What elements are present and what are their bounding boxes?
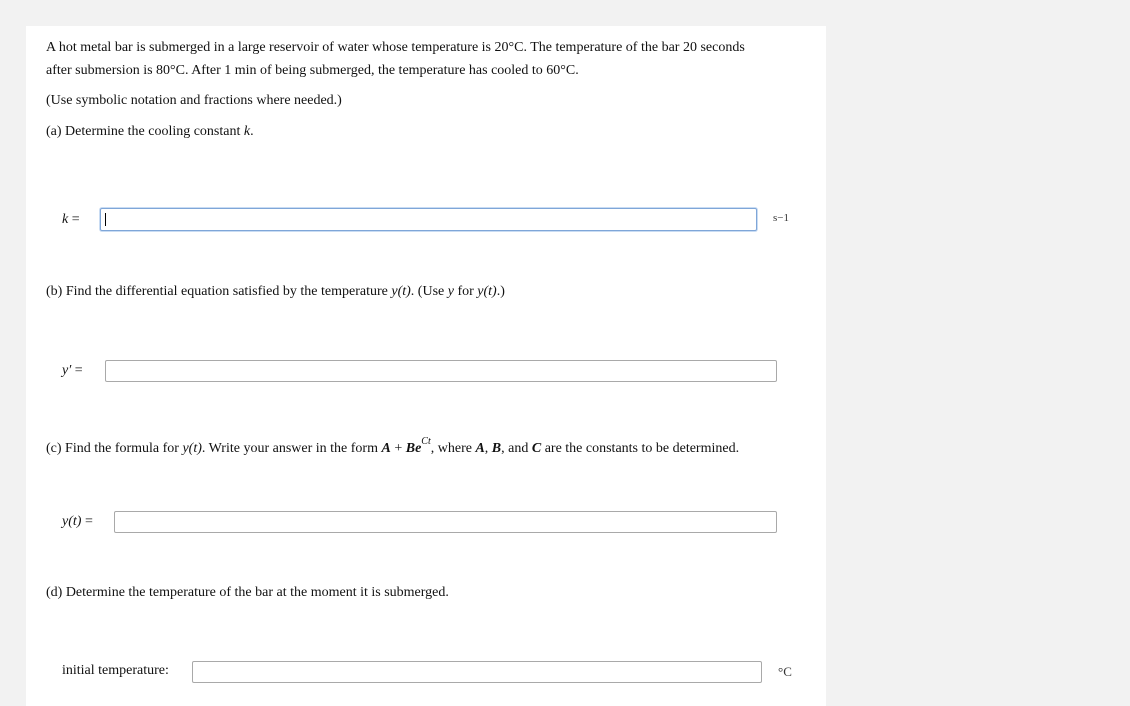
- derivative-answer-input[interactable]: [105, 360, 777, 382]
- part-a-label: k =: [62, 212, 80, 227]
- part-a-prompt: (a) Determine the cooling constant k.: [46, 124, 254, 139]
- question-card: [26, 26, 826, 706]
- initial-temperature-input[interactable]: [192, 661, 762, 683]
- formula-answer-input[interactable]: [114, 511, 777, 533]
- part-d-label: initial temperature:: [62, 663, 169, 678]
- text-caret: [105, 213, 106, 226]
- part-b-label: y′ =: [62, 363, 83, 378]
- notation-note: (Use symbolic notation and fractions where needed.): [46, 93, 342, 108]
- k-answer-input[interactable]: [100, 208, 757, 231]
- part-b-prompt: (b) Find the differential equation satisfied by the temperature y(t). (Use y for y(t).): [46, 284, 505, 299]
- part-c-label: y(t) =: [62, 514, 93, 529]
- intro-line-1: A hot metal bar is submerged in a large reservoir of water whose temperature is 20°C. The temperature of the bar 20 seconds: [46, 40, 745, 55]
- part-c-prompt: (c) Find the formula for y(t). Write your answer in the form $A + Be^{Ct}$, where A, B, and C are the constants to be determined.: [46, 436, 740, 456]
- intro-line-2: after submersion is 80°C. After 1 min of being submerged, the temperature has cooled to 60°C.: [46, 63, 579, 78]
- part-d-prompt: (d) Determine the temperature of the bar at the moment it is submerged.: [46, 585, 449, 600]
- degrees-celsius-unit: °C: [778, 664, 792, 679]
- problem-intro: [46, 36, 745, 82]
- k-unit: s−1: [773, 212, 789, 224]
